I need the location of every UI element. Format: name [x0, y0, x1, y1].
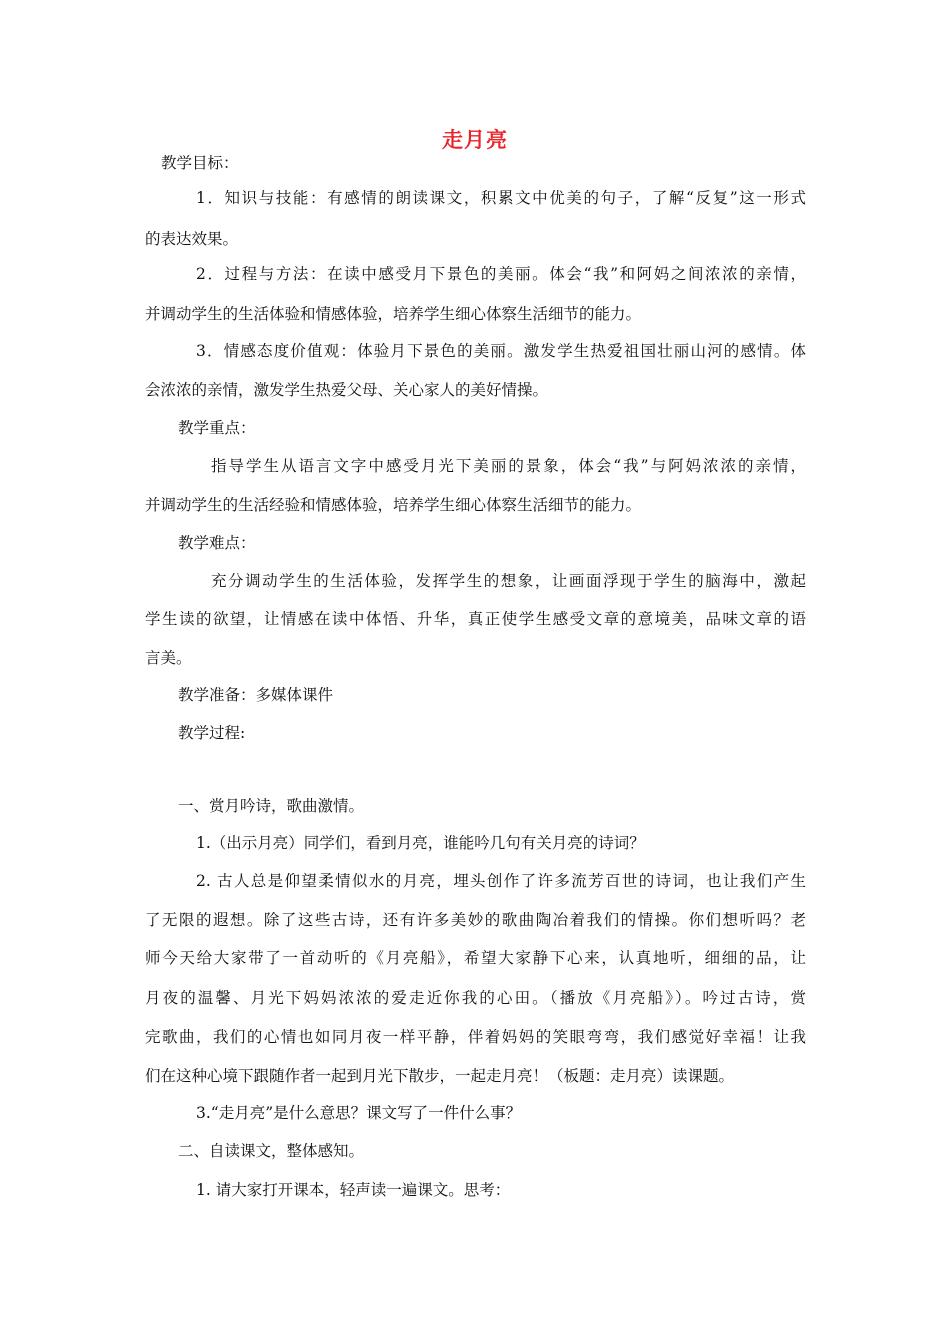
paragraph-line: 并调动学生的生活经验和情感体验，培养学生细心体察生活细节的能力。 [145, 496, 642, 514]
step-heading-2: 二、自读课文，整体感知。 [178, 1142, 365, 1160]
paragraph-line: 1. 请大家打开课本，轻声读一遍课文。思考： [196, 1181, 511, 1199]
section-heading-process: 教学过程: [178, 724, 246, 742]
paragraph-line: 师今天给大家带了一首动听的《月亮船》，希望大家静下心来，认真地听，细细的品，让 [145, 949, 806, 967]
step-heading-1: 一、赏月吟诗，歌曲激情。 [178, 797, 365, 815]
paragraph-line: 2. 古人总是仰望柔情似水的月亮，埋头创作了许多流芳百世的诗词，也让我们产生 [196, 872, 806, 890]
paragraph-line: 学生读的欲望，让情感在读中体悟、升华，真正使学生感受文章的意境美，品味文章的语 [145, 610, 806, 628]
paragraph-line: 3.“走月亮”是什么意思？课文写了一件什么事？ [196, 1104, 522, 1122]
paragraph-line: 月夜的温馨、月光下妈妈浓浓的爱走近你我的心田。（播放《月亮船》）。吟过古诗，赏 [145, 989, 806, 1007]
paragraph-line: 2．过程与方法：在读中感受月下景色的美丽。体会“我”和阿妈之间浓浓的亲情， [196, 265, 806, 283]
paragraph-line: 并调动学生的生活体验和情感体验，培养学生细心体察生活细节的能力。 [145, 305, 642, 323]
paragraph-line: 3．情感态度价值观：体验月下景色的美丽。激发学生热爱祖国壮丽山河的感情。体 [196, 342, 806, 360]
paragraph-line: 们在这种心境下跟随作者一起到月光下散步，一起走月亮！（板题：走月亮）读课题。 [145, 1067, 735, 1085]
section-heading-key-points: 教学重点： [178, 419, 256, 437]
paragraph-line: 的表达效果。 [145, 230, 239, 248]
paragraph-line: 指导学生从语言文字中感受月光下美丽的景象，体会“我”与阿妈浓浓的亲情， [211, 457, 806, 475]
paragraph-line: 1．知识与技能：有感情的朗读课文，积累文中优美的句子，了解“反复”这一形式 [196, 189, 806, 207]
section-heading-goals: 教学目标： [161, 154, 239, 172]
section-heading-preparation: 教学准备：多媒体课件 [178, 686, 334, 704]
paragraph-line: 言美。 [145, 649, 192, 667]
paragraph-line: 充分调动学生的生活体验，发挥学生的想象，让画面浮现于学生的脑海中，激起 [211, 572, 806, 590]
paragraph-line: 了无限的遐想。除了这些古诗，还有许多美妙的歌曲陶冶着我们的情操。你们想听吗？老 [145, 911, 806, 929]
paragraph-line: 1.（出示月亮）同学们，看到月亮，谁能吟几句有关月亮的诗词？ [196, 834, 645, 852]
document-title: 走月亮 [442, 127, 508, 152]
paragraph-line: 完歌曲，我们的心情也如同月夜一样平静，伴着妈妈的笑眼弯弯，我们感觉好幸福！让我 [145, 1028, 806, 1046]
paragraph-line: 会浓浓的亲情，激发学生热爱父母、关心家人的美好情操。 [145, 381, 549, 399]
section-heading-difficulties: 教学难点： [178, 534, 256, 552]
